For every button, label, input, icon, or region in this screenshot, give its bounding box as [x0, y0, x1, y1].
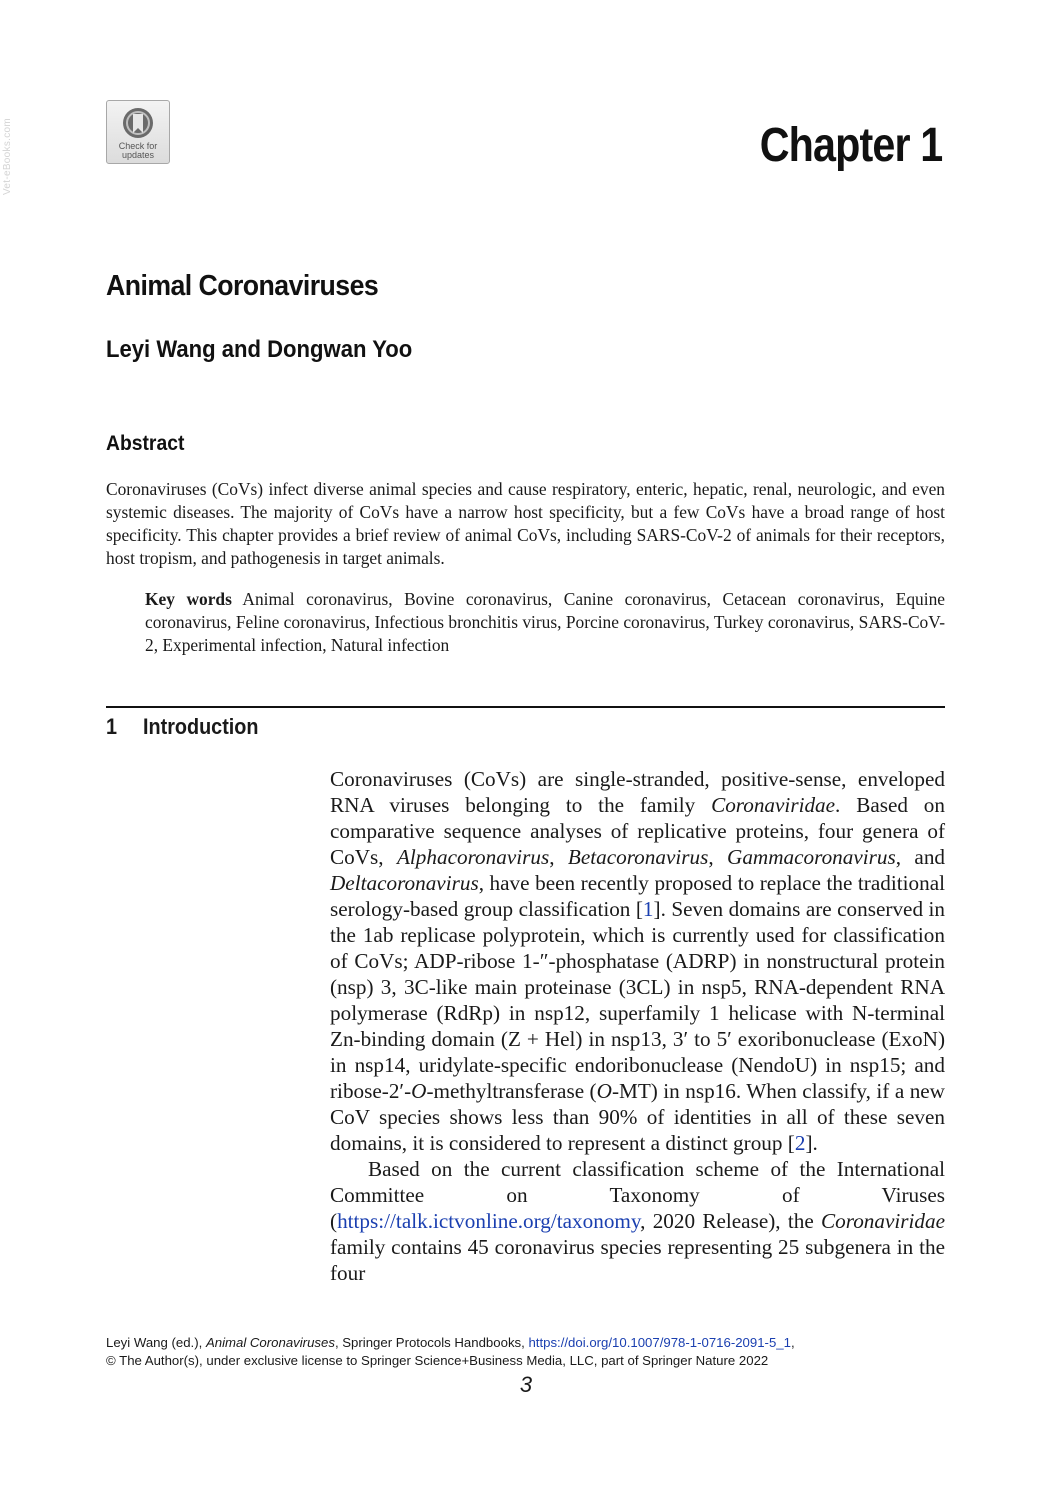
- authors: Leyi Wang and Dongwan Yoo: [106, 336, 413, 363]
- chapter-title: Animal Coronaviruses: [106, 270, 379, 302]
- ictv-url-link[interactable]: https://talk.ictvonline.org/taxonomy: [337, 1209, 641, 1233]
- keywords: [145, 588, 945, 657]
- doi-link[interactable]: https://doi.org/10.1007/978-1-0716-2091-5_1: [528, 1335, 791, 1350]
- bookmark-circle-icon: [121, 106, 155, 140]
- check-for-updates-badge[interactable]: [106, 100, 170, 164]
- badge-label: Check for updates: [118, 141, 158, 160]
- watermark: Vet-eBooks.com: [2, 118, 13, 196]
- copyright-line: © The Author(s), under exclusive license to Springer Science+Business Media, LLC, part of Springer Nature 2022: [106, 1353, 769, 1368]
- abstract-heading: Abstract: [106, 432, 185, 455]
- citation-line: Leyi Wang (ed.), Animal Coronaviruses, Springer Protocols Handbooks, https://doi.org/10.1007/978-1-0716-2091-5_1,: [106, 1335, 795, 1350]
- reference-link[interactable]: 2: [794, 1131, 806, 1155]
- chapter-label: Chapter 1: [759, 119, 942, 172]
- reference-link[interactable]: 1: [642, 897, 654, 921]
- introduction-body: [330, 766, 945, 1286]
- keywords-text: Animal coronavirus, Bovine coronavirus, Canine coronavirus, Cetacean coronavirus, Equine coronavirus, Feline coronavirus, Infectious bronchitis virus, Porcine coronavirus, Turkey coronavirus, SARS-CoV-2, Experimental infection, Natural infection: [145, 589, 945, 655]
- section-number: 1: [106, 714, 118, 739]
- paragraph: Coronaviruses (CoVs) are single-stranded, positive-sense, enveloped RNA viruses belonging to the family Coronaviridae. Based on comparative sequence analyses of replicative proteins, four genera of CoVs, Alphacoronavirus, Betacoronavirus, Gammacoronavirus, and Deltacoronavirus, have been recently proposed to replace the traditional serology-based group classification [1]. Seven domains are conserved in the 1ab replicase polyprotein, which is currently used for classification of CoVs; ADP-ribose 1-″-phosphatase (ADRP) in nonstructural protein (nsp) 3, 3C-like main proteinase (3CL) in nsp5, RNA-dependent RNA polymerase (RdRp) in nsp12, superfamily 1 helicase with N-terminal Zn-binding domain (Z + Hel) in nsp13, 3′ to 5′ exoribonuclease (ExoN) in nsp14, uridylate-specific endoribonuclease (NendoU) in nsp15; and ribose-2′-O-methyltransferase (O-MT) in nsp16. When classify, if a new CoV species shows less than 90% of identities in all of these seven domains, it is considered to represent a distinct group [2].: [330, 767, 946, 1155]
- abstract-body: Coronaviruses (CoVs) infect diverse animal species and cause respiratory, enteric, hepatic, renal, neurologic, and even systemic diseases. The majority of CoVs have a narrow host specificity, but a few CoVs have a broad range of host specificity. This chapter provides a brief review of animal CoVs, including SARS-CoV-2 of animals for their receptors, host tropism, and pathogenesis in target animals.: [106, 479, 945, 568]
- footnote: [106, 1334, 966, 1370]
- page-number: 3: [519, 1372, 533, 1397]
- keywords-label: Key words: [145, 589, 232, 609]
- paragraph: Based on the current classification scheme of the International Committee on Taxonomy of Viruses (https://talk.ictvonline.org/taxonomy, 2020 Release), the Coronaviridae family contains 45 coronavirus species representing 25 subgenera in the four: [330, 1157, 945, 1285]
- section-title: Introduction: [143, 714, 259, 739]
- section-divider: [106, 706, 945, 708]
